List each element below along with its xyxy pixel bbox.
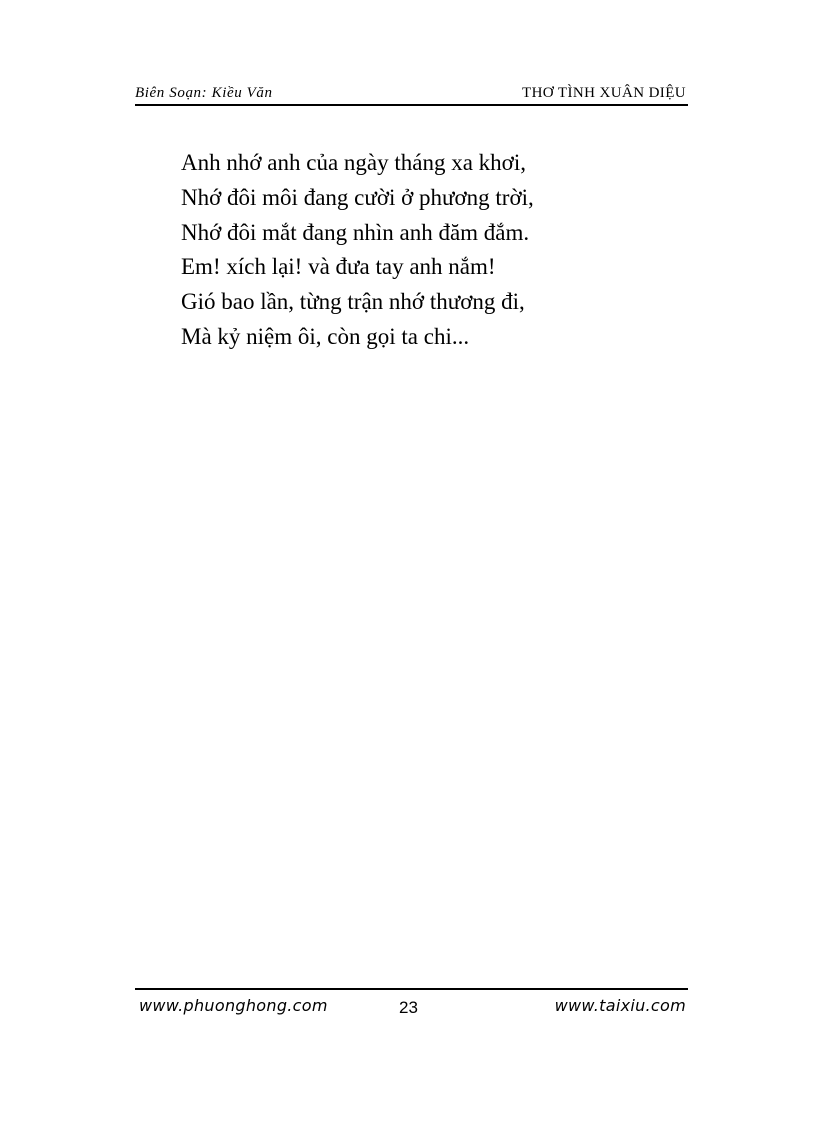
poem-line: Gió bao lần, từng trận nhớ thương đi, [181, 289, 525, 315]
footer-site-left: www.phuonghong.com [139, 996, 328, 1015]
poem-line: Em! xích lại! và đưa tay anh nắm! [181, 254, 496, 280]
poem-line: Mà kỷ niệm ôi, còn gọi ta chi... [181, 323, 470, 349]
editor-credit: Biên Soạn: Kiều Văn [135, 85, 273, 101]
book-title: THƠ TÌNH XUÂN DIỆU [522, 85, 686, 101]
footer-site-right: www.taixiu.com [554, 996, 686, 1015]
page-header [135, 82, 688, 106]
page-footer [135, 988, 688, 1024]
poem-line: Nhớ đôi môi đang cười ở phương trời, [181, 184, 534, 210]
poem-line: Nhớ đôi mắt đang nhìn anh đăm đắm. [181, 219, 530, 245]
poem-body [181, 146, 534, 355]
poem-line: Anh nhớ anh của ngày tháng xa khơi, [181, 150, 526, 175]
page-number: 23 [399, 998, 418, 1017]
